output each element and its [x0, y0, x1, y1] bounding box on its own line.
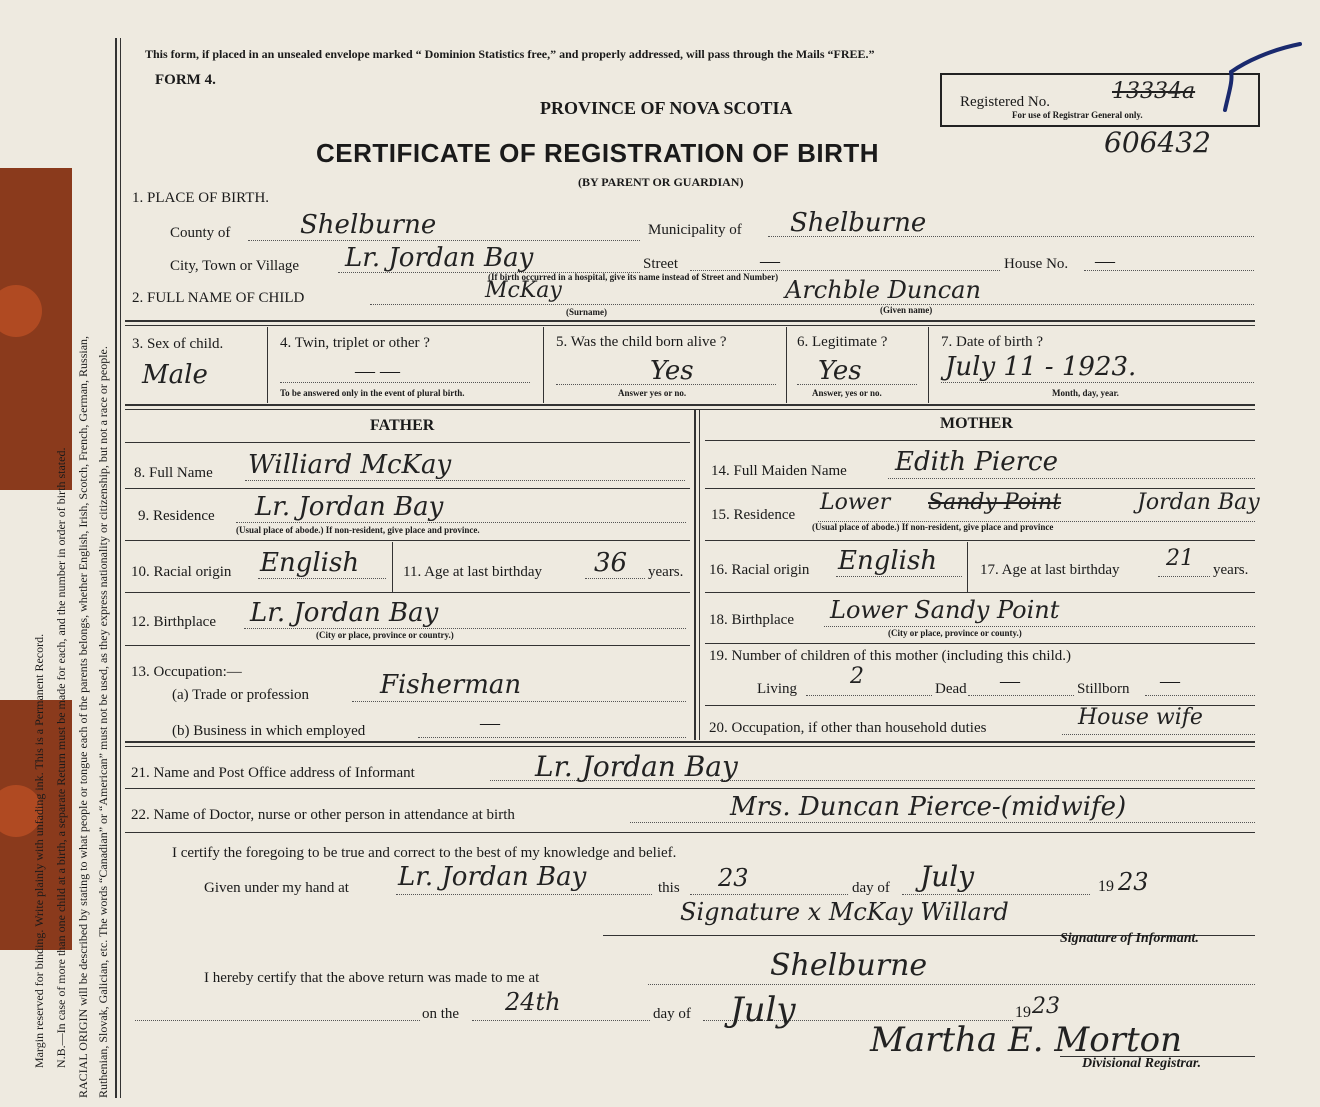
father-residence-line [236, 522, 686, 523]
doctor-value: Mrs. Duncan Pierce-(midwife) [730, 792, 1127, 822]
place-of-birth-label: 1. PLACE OF BIRTH. [132, 190, 270, 206]
mother-name-value: Edith Pierce [895, 447, 1058, 477]
mother-racial-label: 16. Racial origin [709, 562, 810, 578]
child-surname: McKay [485, 278, 562, 303]
father-heading-rule [125, 442, 690, 443]
dob-line [941, 382, 1254, 383]
father-racial-divider [392, 542, 393, 592]
living-label: Living [757, 681, 797, 697]
year-value: 23 [1118, 868, 1149, 896]
legitimate-note: Answer, yes or no. [812, 388, 882, 398]
father-birthplace-value: Lr. Jordan Bay [250, 598, 439, 628]
alive-value: Yes [650, 356, 694, 386]
day-of-label: day of [852, 880, 890, 896]
surname-caption: (Surname) [566, 307, 607, 317]
signature-caption: Signature of Informant. [1060, 931, 1199, 946]
father-name-label: 8. Full Name [134, 465, 213, 481]
margin-permanent-record: Margin reserved for binding. Write plainly with unfading ink. This is a Permanent Record. [32, 633, 46, 1068]
living-line [806, 695, 932, 696]
municipality-value: Shelburne [790, 208, 927, 238]
legitimate-label: 6. Legitimate ? [797, 334, 888, 350]
given-place-line [396, 894, 652, 895]
stillborn-value: — [1160, 670, 1180, 692]
mother-occupation-value: House wife [1078, 705, 1203, 730]
father-age-value: 36 [594, 548, 628, 578]
parents-divider-b [699, 410, 700, 740]
mother-years-label: years. [1213, 562, 1249, 578]
mother-birthplace-label: 18. Birthplace [709, 612, 794, 628]
year-prefix: 19 [1098, 878, 1114, 895]
mother-occupation-label: 20. Occupation, if other than household duties [709, 720, 987, 736]
trade-value: Fisherman [380, 670, 522, 700]
reg-day-of-label: day of [653, 1006, 691, 1022]
father-row-rule-3 [125, 592, 690, 593]
mother-birthplace-value: Lower Sandy Point [830, 596, 1060, 624]
city-value: Lr. Jordan Bay [345, 243, 534, 273]
day-line [690, 894, 848, 895]
dead-value: — [1000, 670, 1020, 692]
doctor-label: 22. Name of Doctor, nurse or other person in attendance at birth [131, 807, 515, 823]
reg-month-value: July [730, 990, 796, 1030]
dob-note: Month, day, year. [1052, 388, 1119, 398]
informant-label: 21. Name and Post Office address of Informant [131, 765, 415, 781]
mother-age-label: 17. Age at last birthday [980, 562, 1120, 578]
day-value: 23 [718, 864, 749, 892]
twin-label: 4. Twin, triplet or other ? [280, 335, 430, 351]
father-birthplace-note: (City or place, province or country.) [316, 630, 454, 640]
given-name-caption: (Given name) [880, 305, 933, 315]
stillborn-line [1145, 695, 1255, 696]
section-divider-1b [125, 325, 1255, 326]
living-value: 2 [850, 664, 864, 689]
row3-col-1 [267, 327, 268, 403]
municipality-label: Municipality of [648, 222, 742, 238]
hospital-note: (If birth occurred in a hospital, give its name instead of Street and Number) [488, 272, 779, 282]
house-label: House No. [1004, 256, 1069, 272]
month-value: July [920, 860, 975, 893]
registered-label: Registered No. [960, 94, 1050, 110]
twin-value: — — [355, 360, 400, 382]
doctor-line [630, 822, 1255, 823]
father-racial-line [258, 578, 386, 579]
this-label: this [658, 880, 680, 896]
mother-racial-value: English [838, 546, 938, 576]
section-divider-3 [125, 741, 1255, 743]
registrar-lead-line [135, 1020, 420, 1021]
mother-row-rule-1 [705, 488, 1255, 489]
father-age-label: 11. Age at last birthday [403, 564, 542, 580]
mother-residence-struck: Sandy Point [928, 490, 1062, 515]
father-birthplace-line [244, 628, 686, 629]
sex-value: Male [142, 360, 208, 390]
mother-name-label: 14. Full Maiden Name [711, 463, 847, 479]
mother-racial-line [836, 576, 962, 577]
street-value: — [760, 250, 780, 272]
mother-age-line [1158, 576, 1210, 577]
legitimate-value: Yes [818, 356, 862, 386]
row3-col-4 [928, 327, 929, 403]
father-row-rule-2 [125, 540, 690, 541]
mother-row-rule-2 [705, 540, 1255, 541]
business-value: — [480, 712, 500, 734]
mother-birthplace-line [824, 626, 1255, 627]
twin-note: To be answered only in the event of plural birth. [280, 388, 465, 398]
trade-label: (a) Trade or profession [172, 687, 310, 703]
father-residence-value: Lr. Jordan Bay [255, 492, 444, 522]
mother-residence-pre: Lower [820, 490, 891, 515]
alive-note: Answer yes or no. [618, 388, 687, 398]
county-value: Shelburne [300, 210, 437, 240]
page-title: CERTIFICATE OF REGISTRATION OF BIRTH [316, 138, 880, 168]
father-residence-label: 9. Residence [138, 508, 215, 524]
informant-signature: Signature x McKay Willard [680, 898, 1009, 926]
house-value: — [1095, 250, 1115, 272]
father-residence-note: (Usual place of abode.) If non-resident, give place and province. [236, 525, 480, 535]
mother-row-rule-4 [705, 643, 1255, 644]
mother-row-rule-3 [705, 592, 1255, 593]
mother-racial-divider [967, 542, 968, 592]
registrar-signature: Martha E. Morton [870, 1020, 1182, 1060]
mother-name-line [888, 478, 1255, 479]
dob-value: July 11 - 1923. [945, 352, 1137, 382]
father-years-label: years. [648, 564, 684, 580]
margin-rule-inner [120, 38, 121, 1098]
given-place-value: Lr. Jordan Bay [398, 862, 587, 892]
certify-statement: I certify the foregoing to be true and correct to the best of my knowledge and belief. [172, 845, 677, 861]
section-divider-5 [125, 832, 1255, 833]
county-line [248, 240, 640, 241]
row3-col-2 [543, 327, 544, 403]
mother-age-value: 21 [1166, 546, 1194, 571]
occupation-label: 13. Occupation:— [131, 664, 242, 680]
mother-heading-rule [705, 440, 1255, 441]
sex-label: 3. Sex of child. [132, 336, 224, 352]
child-name-line [370, 304, 1254, 305]
reg-day-value: 24th [505, 988, 561, 1016]
father-birthplace-label: 12. Birthplace [131, 614, 216, 630]
parents-divider [694, 410, 696, 740]
children-count-label: 19. Number of children of this mother (including this child.) [709, 648, 1072, 664]
mother-occupation-line [1062, 734, 1255, 735]
registered-note: For use of Registrar General only. [1012, 110, 1143, 120]
margin-racial-note-1: RACIAL ORIGIN will be described by stating to what people or tongue each of the parents belongs, whether English, Irish, Scotch, French, German, Russian, [76, 335, 90, 1098]
father-racial-value: English [260, 548, 360, 578]
margin-racial-note-2: Ruthenian, Slovak, Galician, etc. The words “Canadian” or “American” must not be used, as they express nationality or citizenship, but not a race or people. [96, 346, 110, 1098]
dob-label: 7. Date of birth ? [941, 334, 1044, 350]
section-divider-1 [125, 320, 1255, 322]
dead-label: Dead [935, 681, 967, 697]
page-subtitle: (BY PARENT OR GUARDIAN) [578, 175, 744, 189]
reg-year-prefix: 19 [1015, 1004, 1031, 1021]
reg-year-value: 23 [1032, 994, 1060, 1019]
province-heading: PROVINCE OF NOVA SCOTIA [540, 98, 793, 118]
alive-label: 5. Was the child born alive ? [556, 334, 727, 350]
ink-check-mark [1195, 40, 1305, 120]
father-name-line [245, 480, 685, 481]
informant-value: Lr. Jordan Bay [535, 750, 738, 783]
street-line [690, 270, 1000, 271]
father-age-line [585, 578, 645, 579]
registered-struck-number: 13334a [1112, 79, 1196, 104]
month-line [902, 894, 1090, 895]
mother-residence-label: 15. Residence [711, 507, 796, 523]
section-divider-3b [125, 746, 1255, 747]
registered-number: 606432 [1104, 126, 1211, 159]
dead-line [968, 695, 1074, 696]
father-racial-label: 10. Racial origin [131, 564, 232, 580]
father-row-rule-1 [125, 488, 690, 489]
street-label: Street [643, 256, 678, 272]
mother-residence-note: (Usual place of abode.) If non-resident, give place and province [812, 522, 1054, 532]
section-divider-4 [125, 788, 1255, 789]
child-name-label: 2. FULL NAME OF CHILD [132, 290, 305, 306]
county-label: County of [170, 225, 231, 241]
given-label: Given under my hand at [204, 880, 349, 896]
margin-rule [115, 38, 117, 1098]
trade-line [352, 701, 686, 702]
mother-heading: MOTHER [940, 415, 1013, 432]
registrar-place-line [648, 984, 1255, 985]
margin-nb-note: N.B.—In case of more than one child at a birth, a separate Return must be made for each, and the number in order of birth stated. [54, 447, 68, 1068]
city-label: City, Town or Village [170, 258, 300, 274]
section-divider-2 [125, 404, 1255, 406]
father-row-rule-4 [125, 645, 690, 646]
business-line [418, 737, 686, 738]
on-the-label: on the [422, 1006, 460, 1022]
mother-residence-post: Jordan Bay [1137, 490, 1260, 515]
section-divider-2b [125, 409, 1255, 410]
father-heading: FATHER [370, 417, 435, 434]
mail-notice: This form, if placed in an unsealed envelope marked “ Dominion Statistics free,” and properly addressed, will pass through the Mails “FREE.” [145, 47, 875, 61]
registrar-caption: Divisional Registrar. [1082, 1056, 1202, 1071]
child-given-name: Archble Duncan [785, 276, 981, 304]
business-label: (b) Business in which employed [172, 723, 366, 739]
mother-birthplace-note: (City or place, province or county.) [888, 628, 1022, 638]
twin-line [280, 382, 530, 383]
form-number: FORM 4. [155, 72, 216, 88]
reg-day-line [472, 1020, 650, 1021]
father-name-value: Williard McKay [248, 450, 452, 480]
row3-col-3 [786, 327, 787, 403]
registrar-statement: I hereby certify that the above return was made to me at [204, 970, 540, 986]
registrar-place-value: Shelburne [770, 948, 928, 983]
stillborn-label: Stillborn [1077, 681, 1130, 697]
